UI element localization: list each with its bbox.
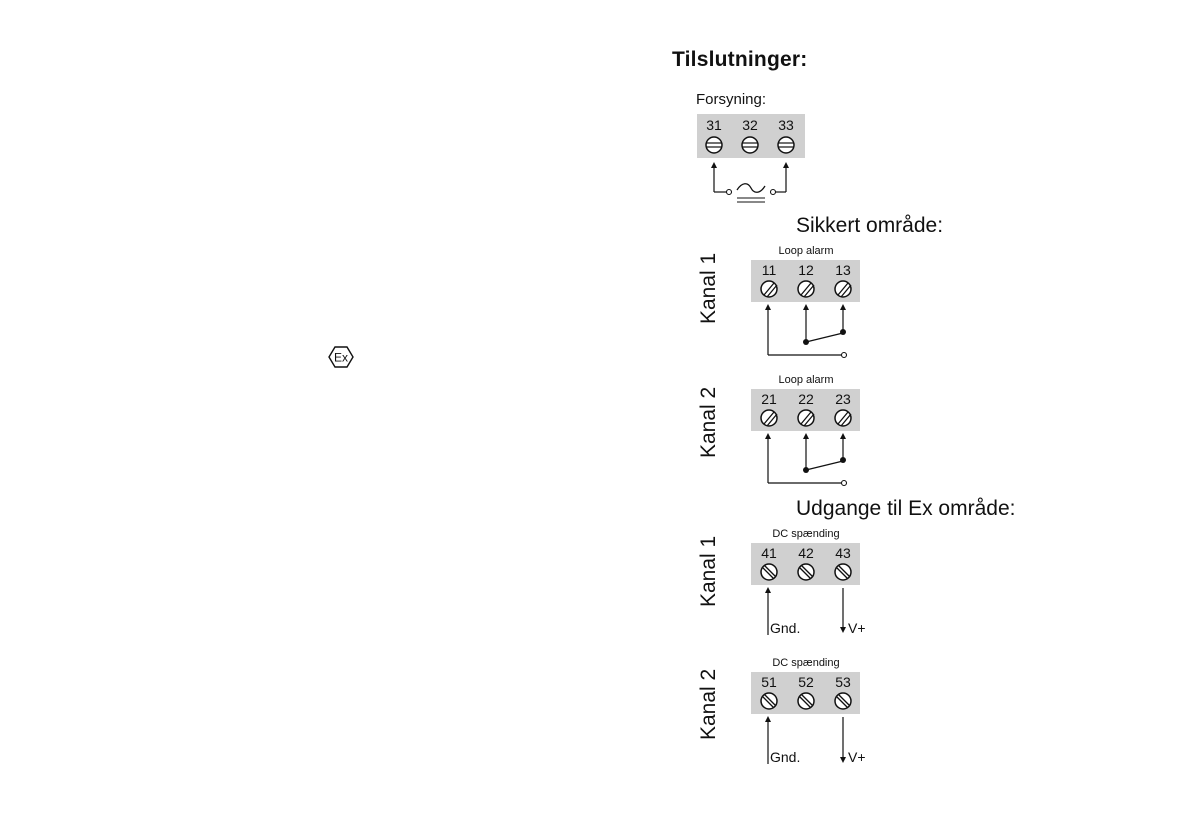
terminal-number: 23 [835,391,851,407]
screw-43 [835,564,851,580]
terminal-number: 43 [835,545,851,561]
supply-terminal-dot-right [771,190,776,195]
channel-label-ex-1: Kanal 1 [697,535,720,607]
block-title-loop-alarm-2: Loop alarm [778,374,834,386]
vplus-label: V+ [848,620,866,636]
screw-13 [835,281,851,297]
supply-screw-32 [742,137,758,153]
terminal-number: 11 [761,262,777,278]
screw-12 [798,281,814,297]
page-title: Tilslutninger: [672,48,808,71]
terminal-number: 12 [798,262,814,278]
supply-terminal-dot-left [727,190,732,195]
screw-53 [835,693,851,709]
channel-label-safe-2: Kanal 2 [697,386,720,458]
ac-wave-icon [737,184,765,193]
terminal-number: 22 [798,391,814,407]
screw-11 [761,281,777,297]
screw-21 [761,410,777,426]
screw-22 [798,410,814,426]
terminal-number: 13 [835,262,851,278]
supply-screw-31 [706,137,722,153]
relay-contact-1 [768,307,847,358]
terminal-number: 42 [798,545,814,561]
vplus-label: V+ [848,749,866,765]
relay-contact-2 [768,436,847,486]
ex-outputs-heading: Udgange til Ex område: [796,497,1016,520]
screw-41 [761,564,777,580]
screw-52 [798,693,814,709]
gnd-label: Gnd. [770,749,801,765]
terminal-number: 41 [761,545,777,561]
supply-screw-33 [778,137,794,153]
terminal-number: 21 [761,391,777,407]
terminal-number: 31 [706,117,722,133]
screw-42 [798,564,814,580]
supply-label: Forsyning: [696,91,767,108]
terminal-number: 33 [778,117,794,133]
screw-51 [761,693,777,709]
terminal-number: 53 [835,674,851,690]
channel-label-ex-2: Kanal 2 [697,668,720,740]
safe-area-heading: Sikkert område: [796,214,944,237]
block-title-dc-1: DC spænding [772,528,840,540]
gnd-label: Gnd. [770,620,801,636]
terminal-number: 52 [798,674,814,690]
terminal-number: 32 [742,117,758,133]
channel-label-safe-1: Kanal 1 [697,252,720,324]
ex-symbol-text: Ex [333,350,349,365]
terminal-number: 51 [761,674,777,690]
block-title-loop-alarm-1: Loop alarm [778,245,834,257]
block-title-dc-2: DC spænding [772,657,840,669]
screw-23 [835,410,851,426]
